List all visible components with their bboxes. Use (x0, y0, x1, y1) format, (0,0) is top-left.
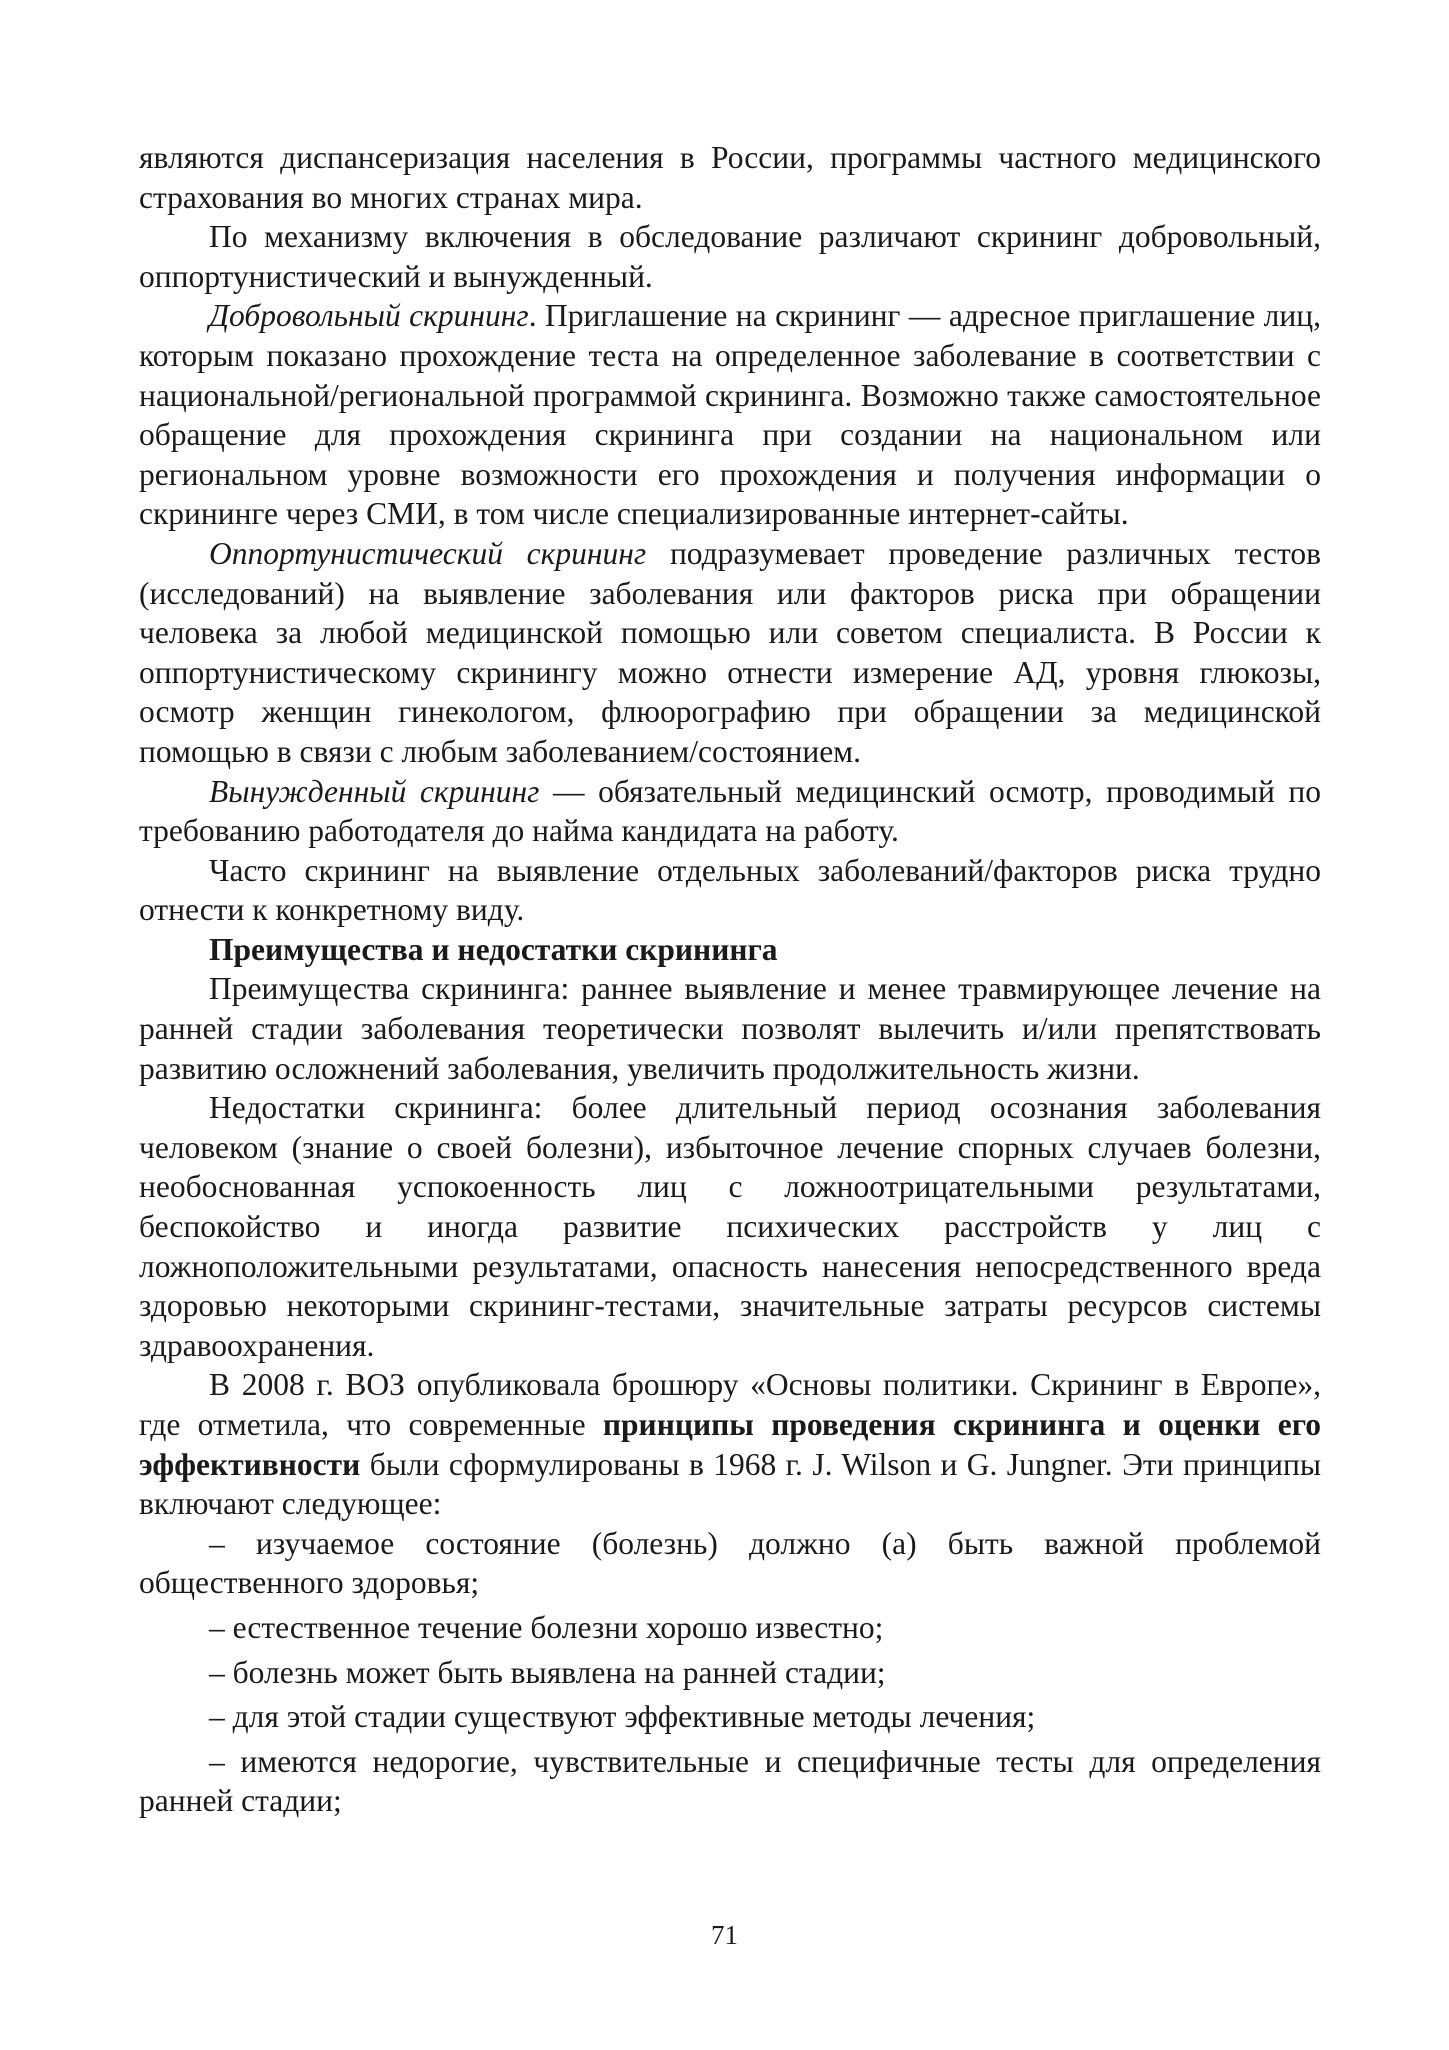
paragraph-screening-types: По механизму включения в обследование различают скрининг добровольный, оппортунистический и вынужденный. (139, 219, 1321, 294)
term-forced-screening: Вынужденный скрининг (209, 773, 540, 809)
paragraph-forced-screening (139, 772, 1321, 851)
who-principles-bold: принципы проведения скрининга и оценки его эффективности (139, 1407, 1321, 1482)
voluntary-screening-text: . Приглашение на скрининг — адресное приглашение лиц, которым показано прохождение теста на определенное заболевание в соответствии с национальной/региональной программой скрининга. Возможно также самостоятельное обращение для прохождения скрининга при создании на национальном или региональном уровне возможности его прохождения и получения информации о скрининге через СМИ, в том числе специализированные интернет-сайты. (139, 298, 1321, 532)
page-number: 71 (711, 1920, 738, 1950)
who-principles-text-a: В 2008 г. ВОЗ опубликовала брошюру «Основы политики. Скрининг в Европе», где отметила, что современные (139, 1367, 1321, 1442)
forced-screening-text: — обязательный медицинский осмотр, проводимый по требованию работодателя до найма кандидата на работу. (139, 773, 1321, 849)
paragraph-voluntary-screening (139, 296, 1321, 534)
list-item: – для этой стадии существуют эффективные методы лечения; (209, 1699, 1036, 1735)
term-voluntary-screening: Добровольный скрининг (209, 298, 529, 334)
paragraph-disadvantages: Недостатки скрининга: более длительный период осознания заболевания человеком (знание о своей болезни), избыточное лечение спорных случаев болезни, необоснованная успокоенность лиц с ложноотрицательными результатами, беспокойство и иногда развитие психических расстройств у лиц с ложноположительными результатами, опасность нанесения непосредственного вреда здоровью некоторыми скрининг-тестами, значительные затраты ресурсов системы здравоохранения. (139, 1090, 1321, 1363)
list-item: – болезнь может быть выявлена на ранней стадии; (209, 1654, 886, 1690)
paragraph-opportunistic-screening (139, 534, 1321, 772)
paragraph-advantages: Преимущества скрининга: раннее выявление и менее травмирующее лечение на ранней стадии заболевания теоретически позволят вылечить и/или препятствовать развитию осложнений заболевания, увеличить продолжительность жизни. (139, 971, 1321, 1086)
who-principles-text-b: были сформулированы в 1968 г. J. Wilson и G. Jungner. Эти принципы включают следующее: (139, 1446, 1321, 1522)
paragraph-classification-note: Часто скрининг на выявление отдельных заболеваний/факторов риска трудно отнести к конкретному виду. (139, 852, 1321, 928)
opportunistic-screening-text: подразумевает проведение различных тестов (исследований) на выявление заболевания или факторов риска при обращении человека за любой медицинской помощью или советом специалиста. В России к оппортунистическому скринингу можно отнести измерение АД, уровня глюкозы, осмотр женщин гинекологом, флюорографию при обращении за медицинской помощью в связи с любым заболеванием/состоянием. (139, 535, 1322, 769)
term-opportunistic-screening: Оппортунистический скрининг (209, 535, 647, 571)
list-item: – имеются недорогие, чувствительные и специфичные тесты для определения ранней стадии; (139, 1743, 1321, 1819)
paragraph-who-principles (139, 1365, 1321, 1523)
paragraph-continuation: являются диспансеризация населения в России, программы частного медицинского страхования во многих странах мира. (139, 140, 1321, 215)
page-body (139, 138, 1321, 1821)
list-item: – изучаемое состояние (болезнь) должно (а) быть важной проблемой общественного здоровья; (139, 1525, 1321, 1601)
section-heading: Преимущества и недостатки скрининга (209, 931, 778, 967)
list-item: – естественное течение болезни хорошо известно; (209, 1609, 884, 1645)
